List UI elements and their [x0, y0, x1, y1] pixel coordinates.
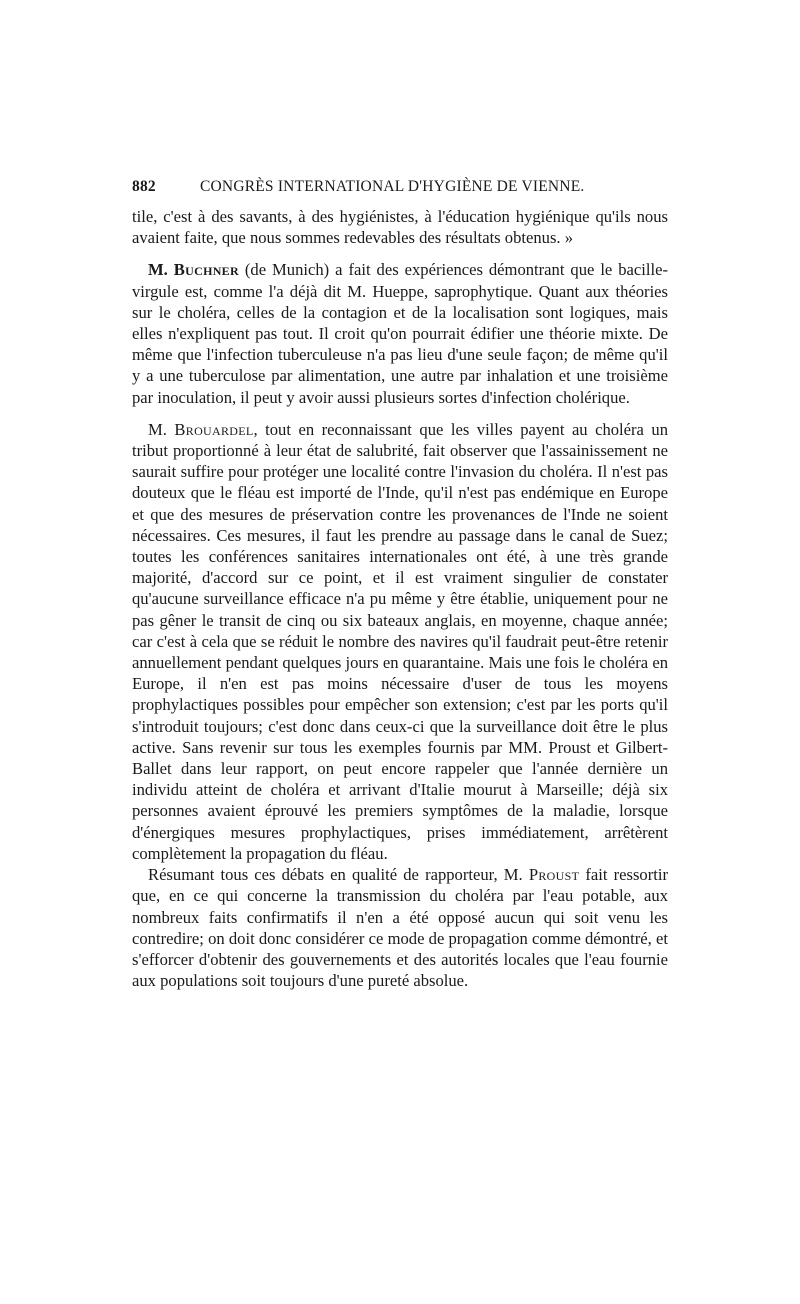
body-text	[132, 206, 668, 991]
running-head	[132, 178, 668, 202]
speaker-name: Buchner	[173, 260, 239, 280]
running-title: CONGRÈS INTERNATIONAL D'HYGIÈNE DE VIENNE.	[200, 178, 585, 195]
paragraph-text: tile, c'est à des savants, à des hygiénistes, à l'éducation hygiénique qu'ils nous avaient faite, que nous sommes redevables des résultats obtenus. »	[132, 207, 668, 248]
paragraph-text: fait ressortir que, en ce qui concerne la transmission du choléra par l'eau potable, aux nombreux faits confirmatifs il n'en a été opposé aucun qui soit venu les contredire; on doit donc considérer ce mode de propagation comme démontré, et s'efforcer d'obtenir des gouvernements et des autorités locales que l'eau fournie aux populations soit toujours d'une pureté absolue.	[132, 865, 668, 991]
speaker-name: Brouardel	[174, 419, 254, 439]
speaker-name: Proust	[528, 865, 580, 885]
page-number: 882	[132, 178, 156, 195]
paragraph-text: (de Munich) a fait des expériences démontrant que le bacille-virgule est, comme l'a déjà dit M. Hueppe, saprophytique. Quant aux théories sur le choléra, celles de la contagion et de la localisation sont logiques, mais elles n'expliquent pas tout. Il croit qu'on pourrait édifier une théorie mixte. De même que l'infection tuberculeuse n'a pas lieu d'une seule façon; de même qu'il y a une tuberculose par alimentation, une autre par inhalation et une troisième par inoculation, il peut y avoir aussi plusieurs sortes d'infection cholérique.	[132, 260, 669, 407]
paragraph-brouardel	[132, 419, 668, 864]
paragraph-proust	[132, 864, 668, 991]
paragraph-lead: Résumant tous ces débats en qualité de rapporteur, M.	[148, 865, 529, 885]
speaker-prefix: M.	[148, 260, 174, 280]
book-page	[132, 178, 668, 991]
paragraph-continuation	[132, 206, 668, 248]
paragraph-text: , tout en reconnaissant que les villes payent au choléra un tribut proportionné à leur état de salubrité, fait observer que l'assainissement ne saurait suffire pour protéger une localité contre l'invasion du choléra. Il n'est pas douteux que le fléau est importé de l'Inde, qu'il n'est pas endémique en Europe et que des mesures de préservation contre les provenances de l'Inde ne soient nécessaires. Ces mesures, il faut les prendre au passage dans le canal de Suez; toutes les conférences sanitaires internationales ont été, à une très grande majorité, d'accord sur ce point, et il est vraiment singulier de constater qu'aucune surveillance efficace n'a pu même y être établie, uniquement pour ne pas gêner le transit de cinq ou six bateaux anglais, en moyenne, chaque année; car c'est à cela que se réduit le nombre des navires qu'il faudrait peut-être retenir annuellement pendant quelques jours en quarantaine. Mais une fois le choléra en Europe, il n'en est pas moins nécessaire d'user de tous les moyens prophylactiques possibles pour empêcher son extension; c'est par les ports qu'il s'introduit toujours; c'est donc dans ceux-ci que la surveillance doit être le plus active. Sans revenir sur tous les exemples fournis par MM. Proust et Gilbert-Ballet dans leur rapport, on peut encore rappeler que l'année dernière un individu atteint de choléra et arrivant d'Italie mourut à Marseille; déjà six personnes avaient éprouvé les premiers symptômes de la maladie, lorsque d'énergiques mesures prophylactiques, prises immédiatement, arrêtèrent complètement la propagation du fléau.	[132, 419, 668, 863]
paragraph-buchner	[132, 259, 668, 407]
speaker-prefix: M.	[148, 419, 175, 439]
